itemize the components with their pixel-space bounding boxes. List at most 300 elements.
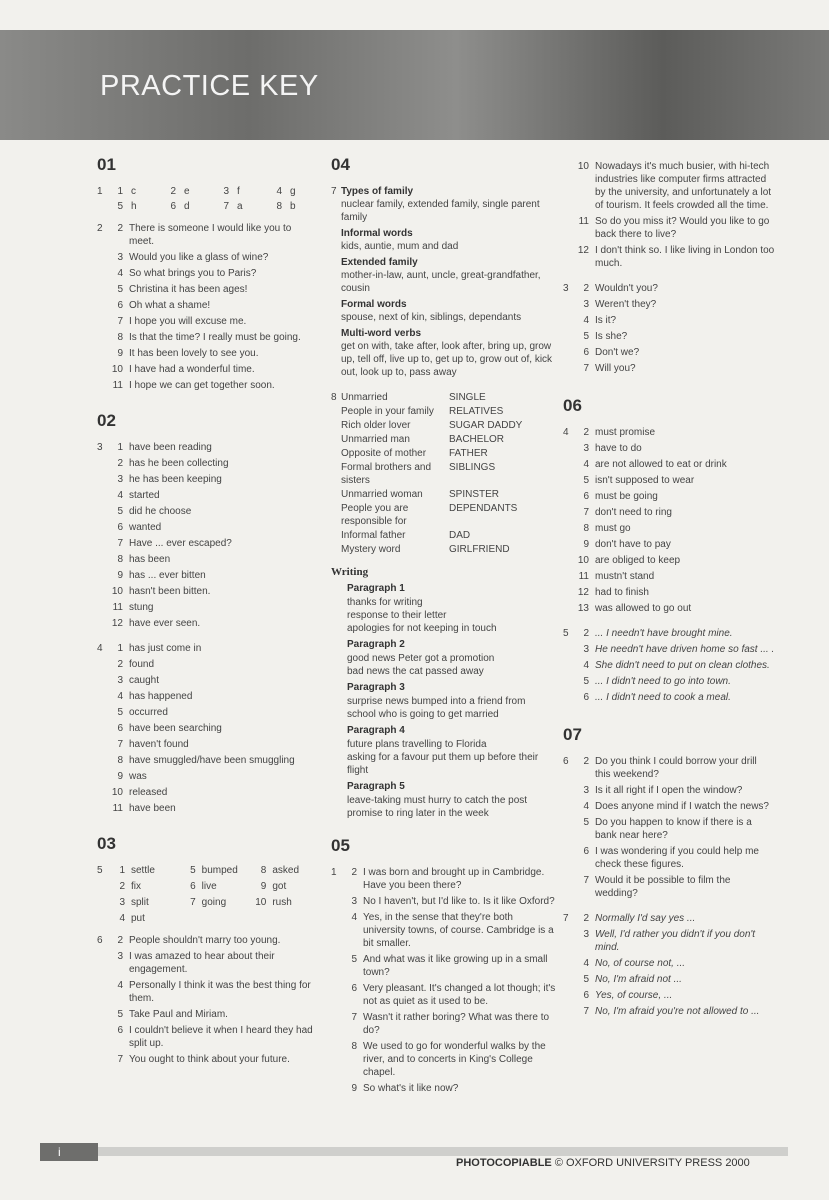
item-text: stung [129,602,154,613]
word-cell [107,864,178,877]
item-number: 3 [583,299,589,310]
word-pair [341,405,556,418]
list-item [107,706,319,719]
answer-word: DEPENDANTS [449,503,518,514]
item-number: 2 [583,628,589,639]
item-word: put [131,913,145,924]
item-number: 3 [117,951,123,962]
item-text: had to finish [595,587,649,598]
match-cell [266,200,319,213]
answer-word: SIBLINGS [449,462,496,473]
item-text: Yes, of course, ... [595,990,673,1001]
item-text: People shouldn't marry too young. [129,935,281,946]
paragraph-heading: Paragraph 2 [347,639,405,650]
item-text: was [129,771,147,782]
list-item [573,330,775,343]
item-number: 9 [117,348,123,359]
word-pair [341,447,556,460]
item-number: 11 [112,602,123,613]
answer-word: RELATIVES [449,406,504,417]
item-text: Wouldn't you? [595,283,658,294]
list-item [573,346,775,359]
item-number: 6 [583,491,589,502]
item-number: 11 [112,380,123,391]
list-item [573,160,775,212]
word-cell [107,912,178,925]
category-words: spouse, next of kin, siblings, dependants [341,312,522,323]
list-item [107,1008,319,1021]
word-cell [178,880,249,893]
item-text: don't have to pay [595,539,671,550]
list-item [573,362,775,375]
item-text: Is that the time? I really must be going. [129,332,301,343]
item-number: 1 [117,442,123,453]
unit-03-title: 03 [97,834,116,853]
list-item [573,845,775,871]
item-number: 2 [583,756,589,767]
item-number: 2 [583,427,589,438]
list-item [107,379,319,392]
definition: People you are responsible for [341,503,409,527]
item-number: 10 [111,787,123,798]
writing-paragraph [347,681,556,721]
list-item [573,627,775,640]
item-number: 3 [117,675,123,686]
list-item [573,928,775,954]
item-text: I was wondering if you could help me check these figures. [595,846,759,870]
category-heading: Extended family [341,257,418,268]
item-number: 2 [170,186,176,197]
item-text: Will you? [595,363,636,374]
word-pair [341,502,556,528]
word-cell [178,864,249,877]
item-text: Does anyone mind if I watch the news? [595,801,769,812]
list-item [107,537,319,550]
item-number: 9 [117,771,123,782]
item-number: 3 [117,474,123,485]
item-text: I was amazed to hear about their engagement. [129,951,275,975]
item-text: There is someone I would like you to meet. [129,223,292,247]
exercise: 4 2 must promise 3 have to do 4 are not allowed to eat or drink 5 isn't supposed to wear 6 must be going 7 don't need to ring 8 must go 9 don't have to pay 10 are obliged to keep 11 mustn't stand 12 had to finish 13 was allowed to go out [563,426,775,618]
item-text: Well, I'd rather you didn't if you don't mind. [595,929,756,953]
item-text: No I haven't, but I'd like to. Is it like Oxford? [363,896,555,907]
item-number: 9 [351,1083,357,1094]
list-item [573,426,775,439]
item-text: Would you like a glass of wine? [129,252,269,263]
item-text: Christina it has been ages! [129,284,248,295]
page-title: PRACTICE KEY [100,70,319,102]
paragraph-line: leave-taking must hurry to catch the post [347,795,528,806]
item-text: mustn't stand [595,571,655,582]
item-number: 7 [117,739,123,750]
item-letter: a [237,201,243,212]
item-text: was allowed to go out [595,603,692,614]
definition: Formal brothers and sisters [341,462,432,486]
item-text: So what's it like now? [363,1083,459,1094]
item-number: 3 [117,252,123,263]
list-item [107,617,319,630]
item-number: 6 [117,723,123,734]
item-number: 7 [117,1054,123,1065]
footer-rule [98,1147,788,1156]
item-number: 12 [577,245,589,256]
column-2 [331,155,556,1107]
item-number: 6 [190,881,196,892]
item-number: 10 [255,897,267,908]
list-item [573,474,775,487]
item-text: Nowadays it's much busier, with hi-tech industries like computer firms attracted by the university, and unfortunately a lot of tourism. It feels crowded all the time. [595,161,772,211]
item-text: must promise [595,427,656,438]
writing-paragraph [347,780,556,820]
item-number: 2 [117,223,123,234]
paragraph-line: response to their letter [347,610,447,621]
answer-list [107,934,319,1069]
list-item [573,691,775,704]
item-number: 4 [583,958,589,969]
item-text: She didn't need to put on clean clothes. [595,660,770,671]
item-number: 4 [351,912,357,923]
word-grid [107,864,319,925]
answer-list [573,912,775,1021]
match-cell [213,185,266,198]
list-item [107,674,319,687]
item-text: occurred [129,707,168,718]
item-number: 1 [119,865,125,876]
list-item [107,585,319,598]
item-text: have been reading [129,442,212,453]
answer-list [107,222,319,395]
item-number: 10 [577,555,589,566]
exercise: 3 2 Wouldn't you? 3 Weren't they? 4 Is it? 5 Is she? 6 Don't we? 7 Will you? [563,282,775,378]
writing-paragraphs [331,582,556,820]
list-item [107,1024,319,1050]
match-cell [213,200,266,213]
exercise [563,160,775,273]
item-number: 1 [117,643,123,654]
word-pair [341,488,556,501]
item-text: Don't we? [595,347,640,358]
item-text: are not allowed to eat or drink [595,459,727,470]
item-text: started [129,490,160,501]
word-cell [178,896,249,909]
item-number: 2 [117,659,123,670]
item-number: 4 [117,490,123,501]
unit-01-title: 01 [97,155,116,174]
list-item [107,934,319,947]
item-text: I have had a wonderful time. [129,364,255,375]
answer-word: GIRLFRIEND [449,544,510,555]
answer-word: FATHER [449,448,488,459]
category [341,298,556,324]
list-item [573,1005,775,1018]
item-number: 6 [351,983,357,994]
list-item [573,957,775,970]
item-text: have been searching [129,723,222,734]
paragraph-heading: Paragraph 5 [347,781,405,792]
definition: Opposite of mother [341,448,427,459]
item-number: 4 [583,660,589,671]
list-item [341,982,556,1008]
answer-list [573,282,775,378]
item-number: 11 [578,571,589,582]
item-number: 8 [117,332,123,343]
word-pair [341,433,556,446]
item-text: Is it all right if I open the window? [595,785,743,796]
exercise: 4 1 has just come in 2 found 3 caught 4 has happened 5 occurred 6 have been searching 7 haven't found 8 have smuggled/have been smuggling 9 was 10 released 11 have been [97,642,319,818]
unit-07-title: 07 [563,725,582,744]
item-number: 9 [117,570,123,581]
definition: Unmarried woman [341,489,423,500]
definition: Unmarried [341,392,388,403]
item-text: caught [129,675,160,686]
item-text: haven't found [129,739,189,750]
item-number: 6 [583,347,589,358]
item-text: Normally I'd say yes ... [595,913,696,924]
unit-02-title: 02 [97,411,116,430]
paragraph-line: thanks for writing [347,597,423,608]
item-number: 4 [276,186,282,197]
answer-list [341,866,556,1098]
item-number: 8 [260,865,267,876]
item-number: 2 [119,881,125,892]
item-letter: g [290,186,296,197]
answer-list [107,441,319,633]
list-item [341,1082,556,1095]
item-number: 11 [578,216,589,227]
item-number: 7 [190,897,196,908]
answer-list [573,160,775,273]
word-cell [178,912,249,925]
list-item [573,215,775,241]
item-text: he has been keeping [129,474,222,485]
item-number: 5 [583,676,589,687]
list-item [573,800,775,813]
word-pair [341,543,556,556]
item-number: 8 [117,554,123,565]
item-number: 5 [117,201,123,212]
item-text: ... I didn't need to cook a meal. [595,692,731,703]
item-number: 8 [276,201,282,212]
writing-title: Writing [331,566,369,578]
item-text: We used to go for wonderful walks by the river, and to concerts in King's College chapel. [363,1041,546,1078]
item-number: 2 [117,935,123,946]
list-item [573,244,775,270]
item-text: found [129,659,155,670]
item-number: 6 [583,846,589,857]
list-item [107,315,319,328]
list-item [573,643,775,656]
list-item [573,784,775,797]
writing-paragraph [347,638,556,678]
item-text: I hope we can get together soon. [129,380,275,391]
item-text: Yes, in the sense that they're both university towns, of course. Cambridge is a bit smaller. [363,912,554,949]
item-number: 3 [583,929,589,940]
paragraph-heading: Paragraph 3 [347,682,405,693]
list-item [341,911,556,950]
item-text: Is she? [595,331,628,342]
list-item [107,283,319,296]
list-item [107,363,319,376]
item-number: 9 [260,881,267,892]
item-number: 8 [351,1041,357,1052]
paragraph-line: apologies for not keeping in touch [347,623,497,634]
paragraph-line: surprise news bumped into a friend from school who is going to get married [347,696,526,720]
item-text: did he choose [129,506,192,517]
item-number: 5 [117,1009,123,1020]
list-item [107,690,319,703]
list-item [573,570,775,583]
item-word: fix [131,881,141,892]
item-number: 9 [583,539,589,550]
item-letter: d [184,201,190,212]
item-text: Have ... ever escaped? [129,538,232,549]
item-text: ... I needn't have brought mine. [595,628,733,639]
list-item [573,298,775,311]
category-words: kids, auntie, mum and dad [341,241,459,252]
list-item [573,506,775,519]
item-number: 5 [117,506,123,517]
item-number: 5 [117,284,123,295]
word-cell [107,880,178,893]
item-number: 5 [583,817,589,828]
item-number: 5 [583,974,589,985]
match-cell [160,200,213,213]
list-item [573,522,775,535]
category [341,327,556,379]
list-item [107,786,319,799]
list-item [573,816,775,842]
item-text: Personally I think it was the best thing for them. [129,980,311,1004]
list-item [573,314,775,327]
exercise: 5 2 ... I needn't have brought mine. 3 He needn't have driven home so fast ... . 4 She didn't need to put on clean clothes. 5 ... I didn't need to go into town. 6 ... I didn't need to cook a meal. [563,627,775,707]
list-item [107,553,319,566]
exercise: 5 1 settle 5 bumped 8 asked 2 fix 6 live 9 got 3 split 7 going 10 rush 4 put [97,864,319,925]
word-pair [341,529,556,542]
item-number: 10 [111,364,123,375]
answer-word: SINGLE [449,392,486,403]
item-number: 4 [583,459,589,470]
category [341,256,556,295]
list-item [341,866,556,892]
exercise: 7 Types of family nuclear family, extended family, single parent family Informal words kids, auntie, mum and dad Extended family mother-in-law, aunt, uncle, great-grandfather, cousin Formal words spouse, next of kin, siblings, dependants Multi-word verbs get on with, take after, look after, bring up, grow up, tell off, live up to, get up to, grow out of, kick out, look up to, pass away [331,185,556,382]
definition: Mystery word [341,544,401,555]
list-item [107,754,319,767]
list-item [107,251,319,264]
item-text: has just come in [129,643,202,654]
item-text: Take Paul and Miriam. [129,1009,228,1020]
item-text: So do you miss it? Would you like to go back there to live? [595,216,770,240]
exercise: 1 2 I was born and brought up in Cambridge. Have you been there? 3 No I haven't, but I'd like to. Is it like Oxford? 4 Yes, in the sense that they're both university towns, of course. Cambridge is a bit smaller. 5 And what was it like growing up in a small town? 6 Very pleasant. It's changed a lot though; it's not as quiet as it used to be. 7 Wasn't it rather boring? What was there to do? 8 We used to go for wonderful walks by the river, and to concerts in King's College chapel. 9 So what's it like now? [331,866,556,1098]
exercise: 7 2 Normally I'd say yes ... 3 Well, I'd rather you didn't if you don't mind. 4 No, of course not, ... 5 No, I'm afraid not ... 6 Yes, of course, ... 7 No, I'm afraid you're not allowed to ... [563,912,775,1021]
list-item [107,770,319,783]
category [341,227,556,253]
item-letter: f [237,186,240,197]
list-item [107,950,319,976]
answer-list [107,642,319,818]
exercise: 6 2 Do you think I could borrow your drill this weekend? 3 Is it all right if I open the window? 4 Does anyone mind if I watch the news? 5 Do you happen to know if there is a bank near here? 6 I was wondering if you could help me check these figures. 7 Would it be possible to film the wedding? [563,755,775,903]
item-word: bumped [201,865,238,876]
item-text: I don't think so. I like living in London too much. [595,245,775,269]
item-text: Do you happen to know if there is a bank near here? [595,817,752,841]
item-text: have been [129,803,176,814]
item-text: He needn't have driven home so fast ... . [595,644,775,655]
item-number: 3 [583,644,589,655]
list-item [341,1011,556,1037]
word-cell [248,912,319,925]
answer-word: BACHELOR [449,434,505,445]
category-heading: Multi-word verbs [341,328,422,339]
list-item [573,282,775,295]
item-number: 7 [583,507,589,518]
word-cell [107,896,178,909]
item-text: have smuggled/have been smuggling [129,755,295,766]
list-item [107,222,319,248]
item-number: 1 [117,186,123,197]
word-pair [341,419,556,432]
item-text: has he been collecting [129,458,229,469]
word-pairs [341,391,556,557]
item-text: isn't supposed to wear [595,475,695,486]
item-number: 6 [583,990,589,1001]
paragraph-line: asking for a favour put them up before their flight [347,752,539,776]
column-1 [97,155,319,1078]
copyright-notice: PHOTOCOPIABLE © OXFORD UNIVERSITY PRESS 2000 [456,1157,750,1169]
exercise: 6 2 People shouldn't marry too young. 3 I was amazed to hear about their engagement. 4 Personally I think it was the best thing for them. 5 Take Paul and Miriam. 6 I couldn't believe it when I heard they had split up. 7 You ought to think about your future. [97,934,319,1069]
exercise: 2 2 There is someone I would like you to meet. 3 Would you like a glass of wine? 4 So what brings you to Paris? 5 Christina it has been ages! 6 Oh what a shame! 7 I hope you will excuse me. 8 Is that the time? I really must be going. 9 It has been lovely to see you. 10 I have had a wonderful time. 11 I hope we can get together soon. [97,222,319,395]
item-number: 7 [117,538,123,549]
word-cell [248,880,319,893]
item-text: And what was it like growing up in a small town? [363,954,548,978]
exercise: 1 1 c 2 e 3 f 4 g 5 h 6 d 7 a 8 b [97,185,319,213]
match-cell [266,185,319,198]
list-item [107,347,319,360]
writing-paragraph [347,724,556,777]
paragraph-line: promise to ring later in the week [347,808,489,819]
item-text: No, I'm afraid you're not allowed to ... [595,1006,760,1017]
list-item [573,675,775,688]
item-text: No, I'm afraid not ... [595,974,682,985]
item-letter: e [184,186,190,197]
paragraph-line: future plans travelling to Florida [347,739,487,750]
definition: Rich older lover [341,420,411,431]
item-letter: c [131,186,136,197]
list-item [107,601,319,614]
item-number: 10 [577,161,589,172]
item-number: 3 [583,785,589,796]
item-number: 7 [223,201,229,212]
list-item [107,441,319,454]
item-text: Oh what a shame! [129,300,211,311]
exercise: 8 Unmarried SINGLE People in your family RELATIVES Rich older lover SUGAR DADDY Unmarried man BACHELOR Opposite of mother FATHER Formal brothers and sisters SIBLINGS Unmarried woman SPINSTER People you are responsible for DEPENDANTS Informal father DAD Mystery word GIRLFRIEND [331,391,556,557]
item-number: 10 [111,586,123,597]
paragraph-heading: Paragraph 4 [347,725,405,736]
item-word: split [131,897,149,908]
category-list [341,185,556,382]
item-number: 4 [119,913,125,924]
item-number: 8 [117,755,123,766]
item-number: 4 [117,980,123,991]
paragraph-line: good news Peter got a promotion [347,653,495,664]
item-text: I hope you will excuse me. [129,316,247,327]
list-item [107,642,319,655]
definition: Informal father [341,530,406,541]
item-word: going [201,897,227,908]
list-item [573,442,775,455]
paragraph-heading: Paragraph 1 [347,583,405,594]
list-item [107,569,319,582]
answer-list [573,426,775,618]
category-heading: Informal words [341,228,413,239]
